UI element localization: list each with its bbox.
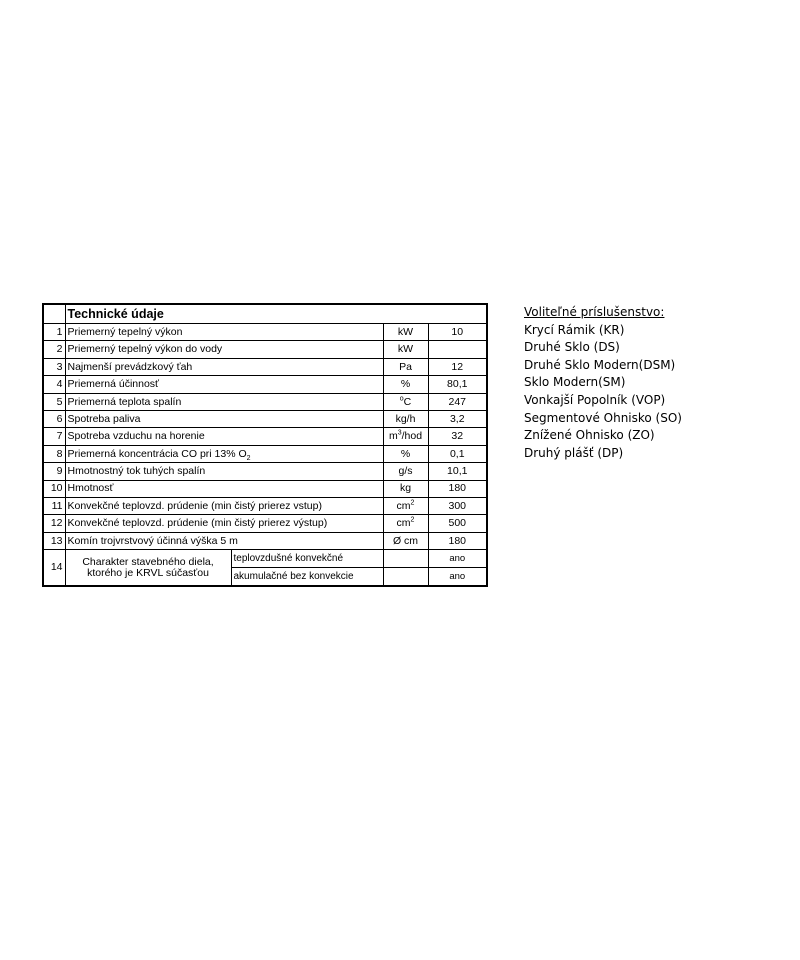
row-parameter	[65, 341, 383, 358]
accessory-item: Druhé Sklo (DS)	[524, 340, 620, 355]
row-parameter	[65, 376, 383, 393]
row-parameter	[65, 497, 383, 514]
unit-text: /hod	[401, 430, 423, 443]
row-value: 500	[428, 515, 487, 532]
row-parameter	[65, 550, 231, 587]
table-row	[43, 393, 487, 410]
table-row	[43, 463, 487, 480]
row14-unit2	[383, 568, 428, 587]
unit-text: cm	[396, 517, 411, 530]
unit-superscript: 2	[410, 516, 415, 524]
row-parameter-text: Hmotnostný tok tuhých spalín	[67, 465, 206, 478]
row-parameter	[65, 324, 383, 341]
row-parameter	[65, 445, 383, 462]
table-row	[43, 445, 487, 462]
unit-text: kg	[399, 482, 412, 495]
row-parameter-text: Priemerný tepelný výkon do vody	[67, 343, 223, 356]
table-row	[43, 497, 487, 514]
unit-text: g/s	[398, 465, 413, 478]
accessory-item: Segmentové Ohnisko (SO)	[524, 410, 682, 425]
table-row	[43, 410, 487, 427]
row-unit	[383, 480, 428, 497]
accessory-item: Druhý plášť (DP)	[524, 445, 624, 460]
row-value: 247	[428, 393, 487, 410]
row14-value1: ano	[428, 550, 487, 568]
row-value: 180	[428, 532, 487, 549]
accessories-list	[524, 322, 682, 463]
row-number: 3	[43, 358, 65, 375]
row-parameter-text: Priemerná koncentrácia CO pri 13% O	[67, 447, 247, 460]
table-title: Technické údaje	[65, 304, 487, 324]
row-unit	[383, 445, 428, 462]
row14-sub2: akumulačné bez konvekcie	[231, 568, 383, 587]
row14-label-line1: Charakter stavebného diela,	[82, 556, 214, 569]
row-parameter-text: Konvekčné teplovzd. prúdenie (min čistý prierez výstup)	[67, 517, 328, 530]
unit-text: kW	[397, 325, 414, 338]
row-parameter	[65, 532, 383, 549]
row-number: 4	[43, 376, 65, 393]
row-parameter-subscript: 2	[246, 454, 251, 462]
row-unit	[383, 341, 428, 358]
row-value: 3,2	[428, 410, 487, 427]
row-parameter-text: Konvekčné teplovzd. prúdenie (min čistý prierez vstup)	[67, 499, 322, 512]
unit-text: Pa	[399, 360, 412, 373]
row-unit	[383, 393, 428, 410]
row14-unit1	[383, 550, 428, 568]
row-unit	[383, 324, 428, 341]
row-parameter-text: Priemerný tepelný výkon	[67, 325, 183, 338]
row-parameter	[65, 410, 383, 427]
row-parameter-text: Priemerná účinnosť	[67, 378, 159, 391]
table-row	[43, 532, 487, 549]
row-unit	[383, 428, 428, 445]
row-number: 6	[43, 410, 65, 427]
row-parameter-text: Priemerná teplota spalín	[67, 395, 182, 408]
table-row	[43, 376, 487, 393]
table-row	[43, 358, 487, 375]
unit-prefix: m	[388, 430, 398, 443]
row-value: 0,1	[428, 445, 487, 462]
row-parameter	[65, 358, 383, 375]
row-parameter-text: Spotreba vzduchu na horenie	[67, 430, 205, 443]
row-value: 300	[428, 497, 487, 514]
technical-data-table	[42, 303, 488, 587]
row-unit	[383, 463, 428, 480]
row-parameter	[65, 515, 383, 532]
row-unit	[383, 532, 428, 549]
row-number: 11	[43, 497, 65, 514]
row-number: 13	[43, 532, 65, 549]
row-number: 10	[43, 480, 65, 497]
table-row	[43, 324, 487, 341]
row-number: 9	[43, 463, 65, 480]
row-value	[428, 341, 487, 358]
row-number: 2	[43, 341, 65, 358]
accessory-item: Sklo Modern(SM)	[524, 375, 626, 390]
row-value: 80,1	[428, 376, 487, 393]
row-parameter	[65, 428, 383, 445]
row-parameter-text: Hmotnosť	[67, 482, 114, 495]
table-row	[43, 515, 487, 532]
accessory-item: Znížené Ohnisko (ZO)	[524, 428, 655, 443]
accessory-item: Krycí Rámik (KR)	[524, 322, 625, 337]
row-number: 12	[43, 515, 65, 532]
row-value: 180	[428, 480, 487, 497]
table-header-row	[43, 304, 487, 324]
unit-text: kW	[397, 343, 414, 356]
row-number: 1	[43, 324, 65, 341]
unit-text: %	[400, 378, 411, 391]
row-value: 12	[428, 358, 487, 375]
row14-label-line2: ktorého je KRVL súčasťou	[87, 566, 209, 579]
row-parameter	[65, 393, 383, 410]
unit-text: C	[403, 395, 412, 408]
row-number: 8	[43, 445, 65, 462]
row-value: 10	[428, 324, 487, 341]
row-unit	[383, 410, 428, 427]
unit-superscript: o	[399, 395, 404, 402]
row-number: 5	[43, 393, 65, 410]
accessory-item: Druhé Sklo Modern(DSM)	[524, 357, 676, 372]
table-row	[43, 341, 487, 358]
unit-text: cm	[396, 499, 411, 512]
unit-superscript: 3	[397, 429, 402, 437]
row-unit	[383, 358, 428, 375]
row-unit	[383, 497, 428, 514]
unit-superscript: 2	[410, 499, 415, 507]
row-unit	[383, 376, 428, 393]
unit-text: %	[400, 447, 411, 460]
row-parameter-text: Najmenší prevádzkový ťah	[67, 360, 193, 373]
row-value: 10,1	[428, 463, 487, 480]
table-row	[43, 480, 487, 497]
row-parameter-text: Komín trojvrstvový účinná výška 5 m	[67, 534, 238, 547]
optional-accessories	[524, 304, 682, 462]
row-number: 7	[43, 428, 65, 445]
row14-sub1: teplovzdušné konvekčné	[231, 550, 383, 568]
row-value: 32	[428, 428, 487, 445]
table-row-14a	[43, 550, 487, 568]
table-row	[43, 428, 487, 445]
row14-value2: ano	[428, 568, 487, 587]
row-parameter	[65, 463, 383, 480]
row-parameter-text: Spotreba paliva	[67, 412, 141, 425]
row-parameter	[65, 480, 383, 497]
row-number: 14	[43, 550, 65, 587]
unit-text: Ø cm	[392, 534, 419, 547]
row-unit	[383, 515, 428, 532]
accessory-item: Vonkajší Popolník (VOP)	[524, 392, 666, 407]
header-num-cell	[43, 304, 65, 324]
unit-text: kg/h	[395, 412, 416, 425]
accessories-title: Voliteľné príslušenstvo:	[524, 305, 665, 319]
